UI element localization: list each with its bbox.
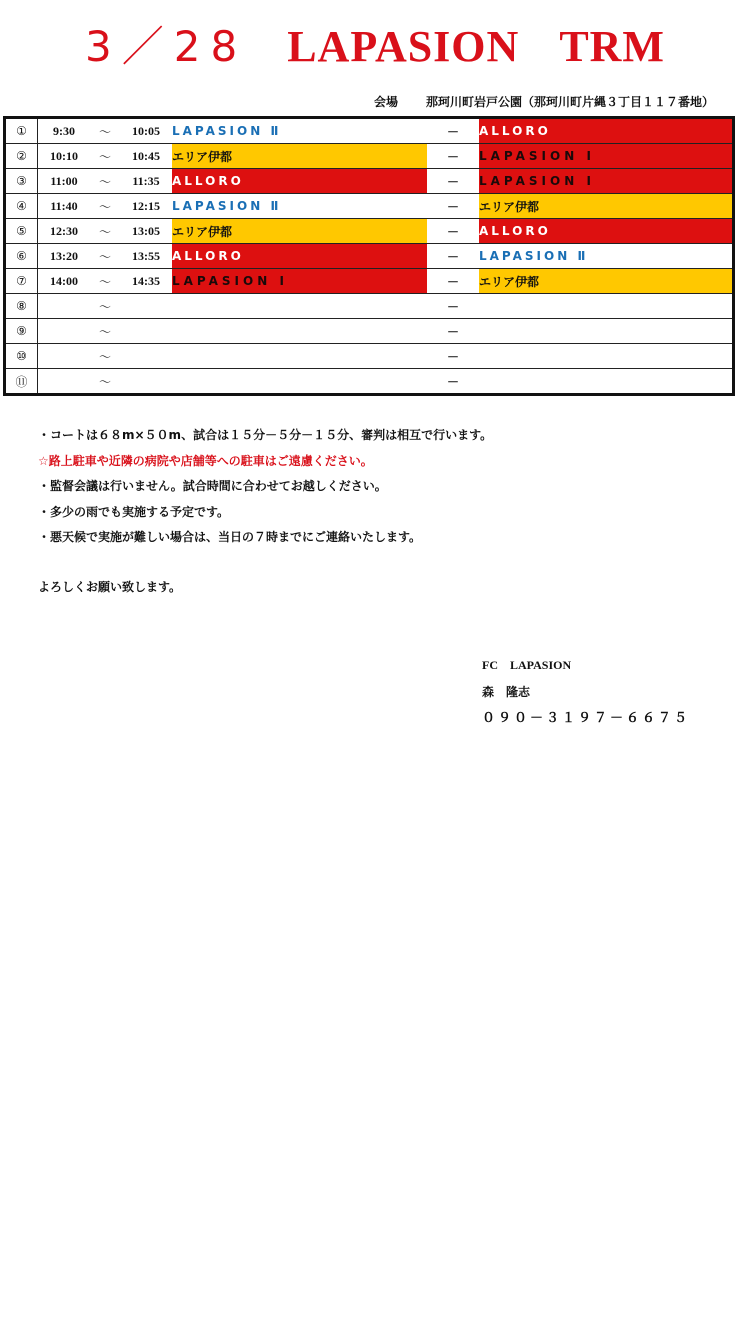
match-number: ⑩ [5, 344, 38, 369]
event-date: 3／28 [85, 22, 248, 71]
versus-dash: － [427, 269, 479, 294]
start-time [38, 294, 91, 319]
end-time: 11:35 [120, 169, 172, 194]
home-team: エリア伊都 [172, 144, 427, 169]
end-time [120, 319, 172, 344]
time-separator: ～ [90, 344, 120, 369]
away-team: ALLORO [479, 219, 734, 244]
start-time [38, 369, 91, 395]
note-item: ・多少の雨でも実施する予定です。 [38, 504, 230, 519]
start-time: 14:00 [38, 269, 91, 294]
match-row [5, 118, 734, 144]
venue-line [374, 93, 714, 110]
start-time: 10:10 [38, 144, 91, 169]
venue-label: 会場 [374, 95, 399, 109]
end-time: 13:55 [120, 244, 172, 269]
away-team [479, 319, 734, 344]
time-separator: ～ [90, 144, 120, 169]
end-time: 13:05 [120, 219, 172, 244]
match-row [5, 169, 734, 194]
away-team: エリア伊都 [479, 269, 734, 294]
home-team [172, 319, 427, 344]
home-team: LAPASION Ⅱ [172, 118, 427, 144]
away-team: エリア伊都 [479, 194, 734, 219]
time-separator: ～ [90, 369, 120, 395]
notes-list [38, 426, 492, 554]
match-row [5, 319, 734, 344]
away-team: LAPASION Ⅰ [479, 144, 734, 169]
start-time: 11:40 [38, 194, 91, 219]
end-time: 10:45 [120, 144, 172, 169]
match-number: ⑨ [5, 319, 38, 344]
match-number: ⑧ [5, 294, 38, 319]
time-separator: ～ [90, 169, 120, 194]
signature-phone: ０９０－３１９７－６６７５ [482, 711, 691, 726]
away-team: ALLORO [479, 118, 734, 144]
time-separator: ～ [90, 219, 120, 244]
versus-dash: － [427, 194, 479, 219]
match-number: ② [5, 144, 38, 169]
match-number: ⑦ [5, 269, 38, 294]
end-time [120, 344, 172, 369]
away-team [479, 344, 734, 369]
versus-dash: － [427, 294, 479, 319]
end-time [120, 294, 172, 319]
home-team [172, 369, 427, 395]
title-event-type: TRM [559, 22, 665, 71]
match-number: ⑤ [5, 219, 38, 244]
away-team [479, 294, 734, 319]
match-row [5, 269, 734, 294]
versus-dash: － [427, 144, 479, 169]
away-team: LAPASION Ⅰ [479, 169, 734, 194]
parking-warning: ☆路上駐車や近隣の病院や店舗等への駐車はご遠慮ください。 [38, 453, 373, 468]
home-team: エリア伊都 [172, 219, 427, 244]
versus-dash: － [427, 344, 479, 369]
time-separator: ～ [90, 244, 120, 269]
signature-org: FC LAPASION [482, 658, 572, 672]
home-team: ALLORO [172, 244, 427, 269]
match-row [5, 194, 734, 219]
venue-address: 那珂川町岩戸公園（那珂川町片縄３丁目１１７番地） [426, 95, 715, 109]
time-separator: ～ [90, 118, 120, 144]
end-time: 12:15 [120, 194, 172, 219]
start-time: 11:00 [38, 169, 91, 194]
end-time [120, 369, 172, 395]
match-row [5, 369, 734, 395]
time-separator: ～ [90, 269, 120, 294]
home-team: LAPASION Ⅱ [172, 194, 427, 219]
match-schedule-table [3, 116, 735, 396]
versus-dash: － [427, 169, 479, 194]
match-row [5, 144, 734, 169]
versus-dash: － [427, 369, 479, 395]
start-time [38, 344, 91, 369]
note-item: ・監督会議は行いません。試合時間に合わせてお越しください。 [38, 479, 387, 493]
match-row [5, 244, 734, 269]
start-time: 13:20 [38, 244, 91, 269]
match-row [5, 294, 734, 319]
page-title [0, 14, 750, 74]
home-team: ALLORO [172, 169, 427, 194]
note-item: ・コートは６８m×５０m、試合は１５分－５分－１５分、審判は相互で行います。 [38, 428, 493, 442]
match-number: ⑪ [5, 369, 38, 395]
match-number: ③ [5, 169, 38, 194]
end-time: 10:05 [120, 118, 172, 144]
home-team: LAPASION Ⅰ [172, 269, 427, 294]
start-time: 12:30 [38, 219, 91, 244]
start-time: 9:30 [38, 118, 91, 144]
match-number: ① [5, 118, 38, 144]
end-time: 14:35 [120, 269, 172, 294]
match-number: ④ [5, 194, 38, 219]
match-number: ⑥ [5, 244, 38, 269]
home-team [172, 294, 427, 319]
match-row [5, 219, 734, 244]
title-team: LAPASION [287, 22, 520, 71]
note-item: ・悪天候で実施が難しい場合は、当日の７時までにご連絡いたします。 [38, 530, 422, 544]
signature-block [482, 656, 690, 737]
versus-dash: － [427, 219, 479, 244]
time-separator: ～ [90, 294, 120, 319]
versus-dash: － [427, 118, 479, 144]
signature-name: 森 隆志 [482, 685, 531, 699]
versus-dash: － [427, 244, 479, 269]
closing-text: よろしくお願い致します。 [38, 580, 182, 594]
time-separator: ～ [90, 319, 120, 344]
away-team: LAPASION Ⅱ [479, 244, 734, 269]
match-row [5, 344, 734, 369]
away-team [479, 369, 734, 395]
start-time [38, 319, 91, 344]
home-team [172, 344, 427, 369]
time-separator: ～ [90, 194, 120, 219]
versus-dash: － [427, 319, 479, 344]
